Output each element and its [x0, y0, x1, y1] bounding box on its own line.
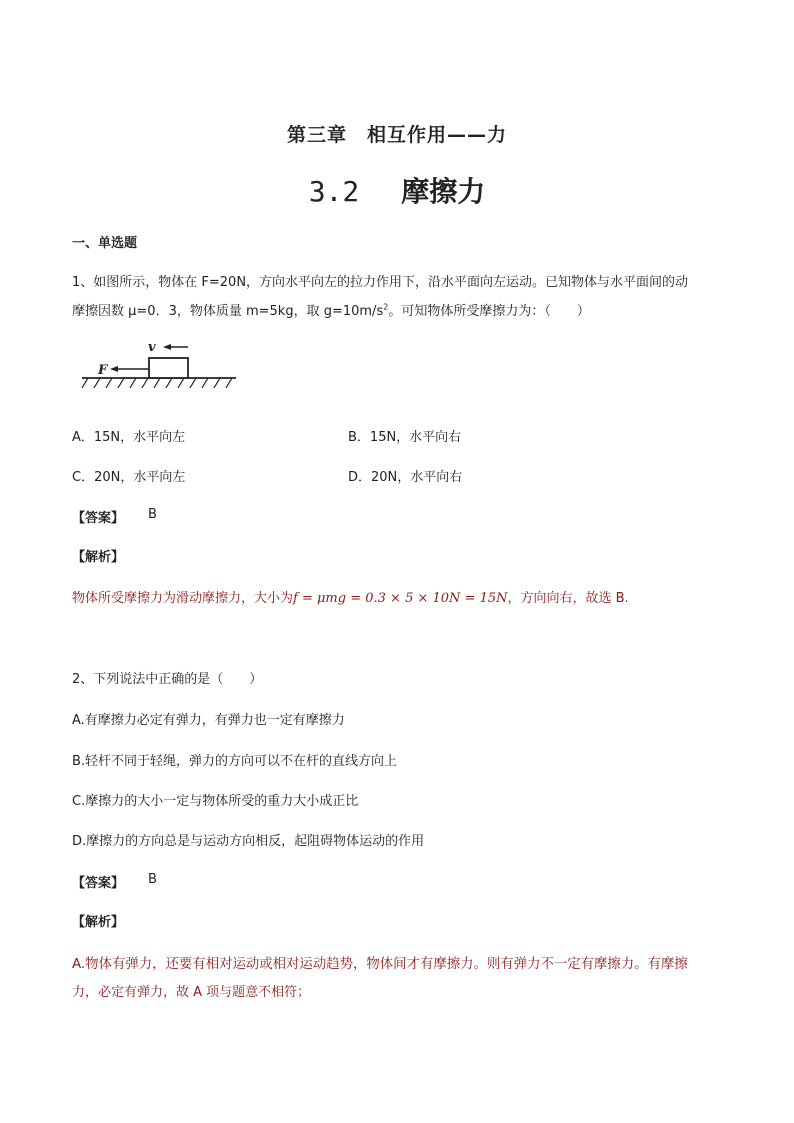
- q2-option-b: B.轻杆不同于轻绳，弹力的方向可以不在杆的直线方向上: [72, 754, 398, 769]
- q1-answer-value: B: [148, 507, 157, 522]
- q1-option-a: A．15N，水平向左: [72, 430, 186, 445]
- block: [149, 358, 188, 378]
- q1-option-c: C．20N，水平向左: [72, 470, 186, 485]
- velocity-label: v: [148, 340, 156, 355]
- part-heading: 一、单选题: [72, 236, 138, 251]
- q1-analysis-label: 【解析】: [72, 550, 125, 565]
- q1-stem-line2: [72, 300, 590, 319]
- q1-stem-line2-a: 摩擦因数 μ=0．3，物体质量 m=5kg，取 g=10m/s: [72, 304, 384, 319]
- q1-answer-label: 【答案】: [72, 511, 125, 526]
- q1-analysis-prefix: 物体所受摩擦力为滑动摩擦力，大小为: [72, 591, 294, 606]
- chapter-title: 第三章 相互作用——力: [286, 124, 507, 146]
- q2-stem: 2、下列说法中正确的是（ ）: [72, 672, 263, 687]
- q2-option-c: C.摩擦力的大小一定与物体所受的重力大小成正比: [72, 794, 359, 809]
- q1-analysis-suffix: ，方向向右，故选 B.: [507, 591, 629, 606]
- q2-analysis-line1: A.物体有弹力，还要有相对运动或相对运动趋势，物体间才有摩擦力。则有弹力不一定有摩擦力。有摩擦: [72, 957, 688, 972]
- velocity-arrow-head: [163, 344, 171, 350]
- q1-option-b: B．15N，水平向右: [348, 430, 462, 445]
- q2-option-d: D.摩擦力的方向总是与运动方向相反，起阻碍物体运动的作用: [72, 834, 425, 849]
- section-number: 3.2: [308, 175, 360, 208]
- q1-stem-line1: 1、如图所示，物体在 F=20N，方向水平向左的拉力作用下，沿水平面向左运动。已知物体与水平面间的动: [72, 275, 689, 290]
- q2-answer-label: 【答案】: [72, 876, 125, 891]
- q1-option-d: D．20N，水平向右: [348, 470, 463, 485]
- ground-hatching: [82, 378, 232, 388]
- q1-stem-sup: 2: [383, 302, 389, 312]
- section-name: 摩擦力: [401, 175, 486, 208]
- q1-figure: [72, 336, 244, 396]
- force-label: F: [98, 363, 108, 378]
- force-arrow-head: [110, 366, 118, 372]
- q2-analysis-line2: 力，必定有弹力，故 A 项与题意不相符；: [72, 985, 311, 1000]
- q2-option-a: A.有摩擦力必定有弹力，有弹力也一定有摩擦力: [72, 713, 345, 728]
- section-title: [0, 170, 794, 210]
- q1-analysis-formula: f = μmg = 0.3 × 5 × 10N = 15N: [293, 591, 508, 606]
- q1-analysis: [72, 587, 629, 606]
- q1-stem-line2-b: 。可知物体所受摩擦力为：（ ）: [388, 304, 590, 319]
- q2-answer-value: B: [148, 872, 157, 887]
- q2-analysis-label: 【解析】: [72, 915, 125, 930]
